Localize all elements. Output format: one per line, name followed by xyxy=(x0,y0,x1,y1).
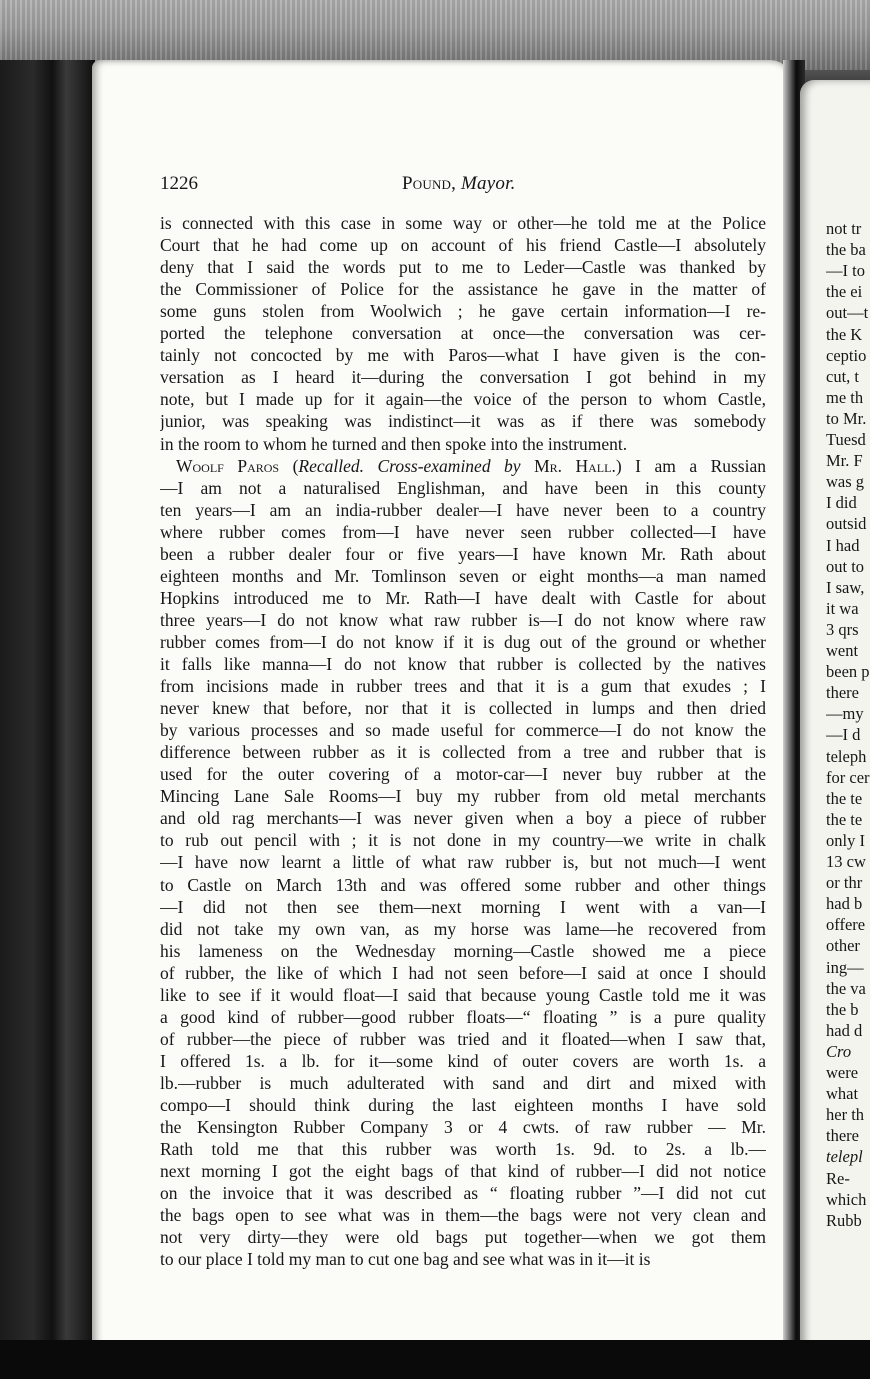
facing-page-fragment: out—t xyxy=(826,303,869,323)
text-line: compo—I should think during the last eighteen months I have sold xyxy=(160,1095,766,1115)
facing-page-fragment: Mr. F xyxy=(826,451,863,471)
text-line: is connected with this case in some way or other—he told me at the Police xyxy=(160,213,766,233)
text-line: —I did not then see them—next morning I went with a van—I xyxy=(160,896,766,917)
text-line: a good kind of rubber—good rubber floats—“ floating ” is a pure quality xyxy=(160,1006,766,1027)
paren-close: ) xyxy=(615,455,622,476)
text-line: eighteen months and Mr. Tomlinson seven or eight months—a man named xyxy=(160,565,766,586)
text-line: to Castle on March 13th and was offered some rubber and other things xyxy=(160,874,766,895)
facing-page-fragment: Tuesd xyxy=(826,430,866,449)
facing-page-fragment: what xyxy=(826,1084,859,1104)
facing-page-fragment: the b xyxy=(826,999,859,1019)
text-line: the bags open to see what was in them—the bags were not very clean and xyxy=(160,1205,766,1226)
facing-page-fragment: me th xyxy=(826,387,864,407)
witness-heading-line xyxy=(176,455,766,477)
facing-page-fragment: 3 qrs xyxy=(826,619,859,639)
text-line: tainly not concocted by me with Paros—what I have given is the con- xyxy=(160,345,766,366)
text-line: I offered 1s. a lb. for it—some kind of outer covers are worth 1s. a xyxy=(160,1050,766,1071)
text-line: and old rag merchants—I was never given when a boy a piece of rubber xyxy=(160,808,766,829)
facing-page-fragment: ceptio xyxy=(826,345,867,365)
facing-page-fragment: the ei xyxy=(826,282,863,302)
facing-page-fragment: offere xyxy=(826,915,866,935)
witness-name: Woolf Paros xyxy=(176,455,280,476)
facing-page-fragment: her th xyxy=(826,1105,865,1125)
text-line: versation as I heard it—during the conversation I got behind in my xyxy=(160,367,766,388)
facing-page-fragment: other xyxy=(826,936,860,956)
facing-page-fragment: I did xyxy=(826,493,857,513)
text-line: it falls like manna—I do not know that rubber is collected by the natives xyxy=(160,654,766,674)
facing-page-fragment: —I d xyxy=(826,725,861,745)
facing-page-fragment: there xyxy=(826,683,859,703)
text-line: rubber comes from—I do not know if it is dug out of the ground or whether xyxy=(160,631,766,652)
heading-continuation: I am a Russian xyxy=(621,455,766,476)
facing-page-fragment: it wa xyxy=(826,598,859,618)
facing-page-fragment: only I xyxy=(826,830,865,850)
facing-page-fragment: 13 cw xyxy=(826,852,866,871)
facing-page-fragment: the va xyxy=(826,978,866,998)
text-line: did not take my own van, as my horse was lame—he recovered from xyxy=(160,918,766,939)
facing-page-fragment: had b xyxy=(826,894,863,914)
recalled-label: Recalled. xyxy=(298,455,364,476)
facing-page-fragment: ing— xyxy=(826,957,864,977)
counsel-name: Mr. Hall. xyxy=(534,455,616,476)
scan-bottom-edge xyxy=(0,1340,870,1379)
text-line: of rubber, the like of which I had not seen before—I said at once I should xyxy=(160,962,766,983)
text-line: by various processes and so made useful for commerce—I do not know the xyxy=(160,720,766,741)
text-line: to rub out pencil with ; it is not done in my country—we write in chalk xyxy=(160,830,766,851)
text-line: from incisions made in rubber trees and that it is a gum that exudes ; I xyxy=(160,676,766,697)
facing-page-fragment: were xyxy=(826,1063,859,1082)
text-line: ported the telephone conversation at once—the conversation was cer- xyxy=(160,323,766,344)
cross-examined-label: Cross-examined by xyxy=(364,455,535,476)
text-line: where rubber comes from—I have never seen rubber collected—I have xyxy=(160,521,766,542)
book-spine xyxy=(0,60,95,1379)
text-line: in the room to whom he turned and then spoke into the instrument. xyxy=(160,433,628,454)
text-line: the Commissioner of Police for the assistance he gave in the matter of xyxy=(160,279,766,300)
running-head xyxy=(402,173,516,195)
text-line: to our place I told my man to cut one bag and see what was in it—it is xyxy=(160,1249,651,1270)
text-line: —I have now learnt a little of what raw rubber is, but not much—I went xyxy=(160,852,766,873)
facing-page-fragment: to Mr. xyxy=(826,408,867,428)
text-line: not very dirty—they were old bags put together—when we got them xyxy=(160,1227,766,1248)
facing-page-fragment: Cro xyxy=(826,1041,852,1061)
text-line: deny that I said the words put to me to Leder—Castle was thanked by xyxy=(160,257,766,278)
facing-page-fragment: the te xyxy=(826,788,863,808)
text-line: used for the outer covering of a motor-car—I never buy rubber at the xyxy=(160,764,766,785)
text-line: Hopkins introduced me to Mr. Rath—I have dealt with Castle for about xyxy=(160,587,766,608)
facing-page-fragment: telepl xyxy=(826,1147,863,1167)
text-line: note, but I made up for it again—the voice of the person to whom Castle, xyxy=(160,389,766,410)
facing-page-fragment: outsid xyxy=(826,514,867,534)
paren-open: ( xyxy=(279,455,299,476)
facing-page-fragment: —I to xyxy=(826,261,865,281)
facing-page-fragment: went xyxy=(826,641,859,660)
text-line: the Kensington Rubber Company 3 or 4 cwts. of raw rubber — Mr. xyxy=(160,1117,766,1138)
text-line: ten years—I am an india-rubber dealer—I have never been to a country xyxy=(160,499,766,520)
text-line: been a rubber dealer four or five years—I have known Mr. Rath about xyxy=(160,543,766,564)
text-line: some guns stolen from Woolwich ; he gave certain information—I re- xyxy=(160,301,766,322)
text-line: his lameness on the Wednesday morning—Castle showed me a piece xyxy=(160,940,766,961)
facing-page-fragment: the ba xyxy=(826,240,866,260)
text-line: difference between rubber as it is collected from a tree and rubber that is xyxy=(160,742,766,763)
facing-page-fragment: had d xyxy=(826,1020,863,1040)
facing-page-fragment: was g xyxy=(826,472,865,492)
facing-page-fragment: the K xyxy=(826,324,863,344)
facing-page-fragment: out to xyxy=(826,556,865,576)
facing-page-fragment: which xyxy=(826,1189,867,1209)
facing-page-fragment: I saw, xyxy=(826,577,865,597)
text-line: like to see if it would float—I said that because young Castle told me it was xyxy=(160,984,766,1005)
text-line: of rubber—the piece of rubber was tried and it floated—when I saw that, xyxy=(160,1028,766,1049)
running-head-title: Mayor. xyxy=(461,173,516,194)
text-line: Rath told me that this rubber was worth 1s. 9d. to 2s. a lb.— xyxy=(160,1139,766,1160)
page-number: 1226 xyxy=(160,173,198,194)
text-line: on the invoice that it was described as “ floating rubber ”—I did not cut xyxy=(160,1183,766,1204)
text-line: lb.—rubber is much adulterated with sand and dirt and mixed with xyxy=(160,1072,766,1093)
facing-page-fragment: or thr xyxy=(826,873,863,893)
text-line: junior, was speaking was indistinct—it was as if there was somebody xyxy=(160,411,766,432)
facing-page-fragment: Rubb xyxy=(826,1210,862,1230)
facing-page-fragment: —my xyxy=(826,704,864,724)
facing-page-fragment: the te xyxy=(826,809,863,829)
text-line: next morning I got the eight bags of that kind of rubber—I did not notice xyxy=(160,1161,766,1182)
text-line: never knew that before, nor that it is collected in lumps and then dried xyxy=(160,698,766,719)
facing-page-fragment: teleph xyxy=(826,746,867,766)
text-line: —I am not a naturalised Englishman, and have been in this county xyxy=(160,477,766,498)
facing-page-fragment: not tr xyxy=(826,219,862,238)
text-line: Court that he had come up on account of his friend Castle—I absolutely xyxy=(160,235,766,256)
text-line: Mincing Lane Sale Rooms—I buy my rubber from old metal merchants xyxy=(160,786,766,807)
facing-page-fragment: for cer xyxy=(826,767,870,787)
facing-page-fragment: I had xyxy=(826,535,860,555)
facing-page-fragment: cut, t xyxy=(826,366,859,386)
text-line: three years—I do not know what raw rubber is—I do not know where raw xyxy=(160,609,766,630)
running-head-name: Pound, xyxy=(402,173,457,194)
facing-page-fragment: there xyxy=(826,1126,859,1146)
facing-page-fragment: Re- xyxy=(826,1168,850,1188)
facing-page-fragment: been p xyxy=(826,662,870,682)
